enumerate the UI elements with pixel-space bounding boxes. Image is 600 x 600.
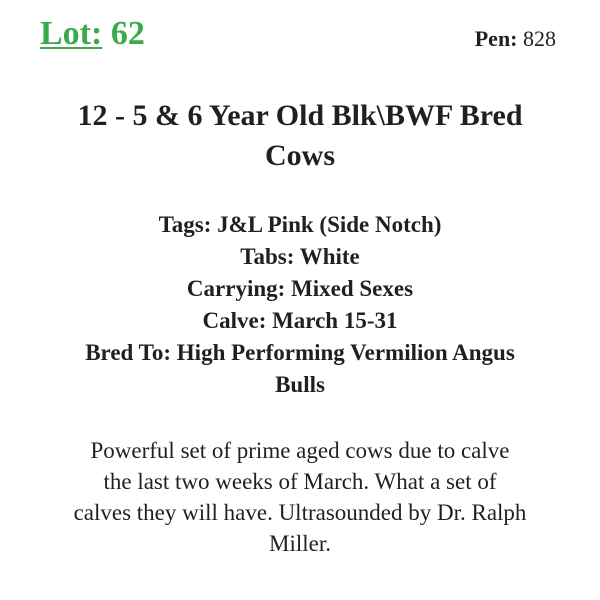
lot-heading (40, 12, 145, 56)
description-line: Powerful set of prime aged cows due to calve (90, 438, 510, 463)
pen-number: 828 (523, 26, 556, 51)
lot-details (20, 209, 580, 401)
description-line: Miller. (269, 531, 331, 556)
lot-title (30, 96, 570, 176)
detail-calve: Calve: March 15-31 (202, 308, 398, 333)
pen-info (475, 24, 556, 54)
title-line: Cows (264, 139, 335, 172)
detail-tags: Tags: J&L Pink (Side Notch) (158, 212, 442, 237)
lot-number: 62 (110, 15, 145, 52)
detail-bred-to: Bred To: High Performing Vermilion Angus (85, 340, 515, 365)
description-line: calves they will have. Ultrasounded by Dr. Ralph (73, 500, 527, 525)
detail-tabs: Tabs: White (240, 244, 360, 269)
title-line: 12 - 5 & 6 Year Old Blk\BWF Bred (77, 99, 523, 132)
pen-label: Pen: (474, 26, 518, 51)
detail-carrying: Carrying: Mixed Sexes (186, 276, 414, 301)
lot-label: Lot: (40, 15, 103, 52)
lot-description (30, 435, 570, 559)
detail-bred-to-continued: Bulls (275, 372, 325, 397)
description-line: the last two weeks of March. What a set of (103, 469, 497, 494)
